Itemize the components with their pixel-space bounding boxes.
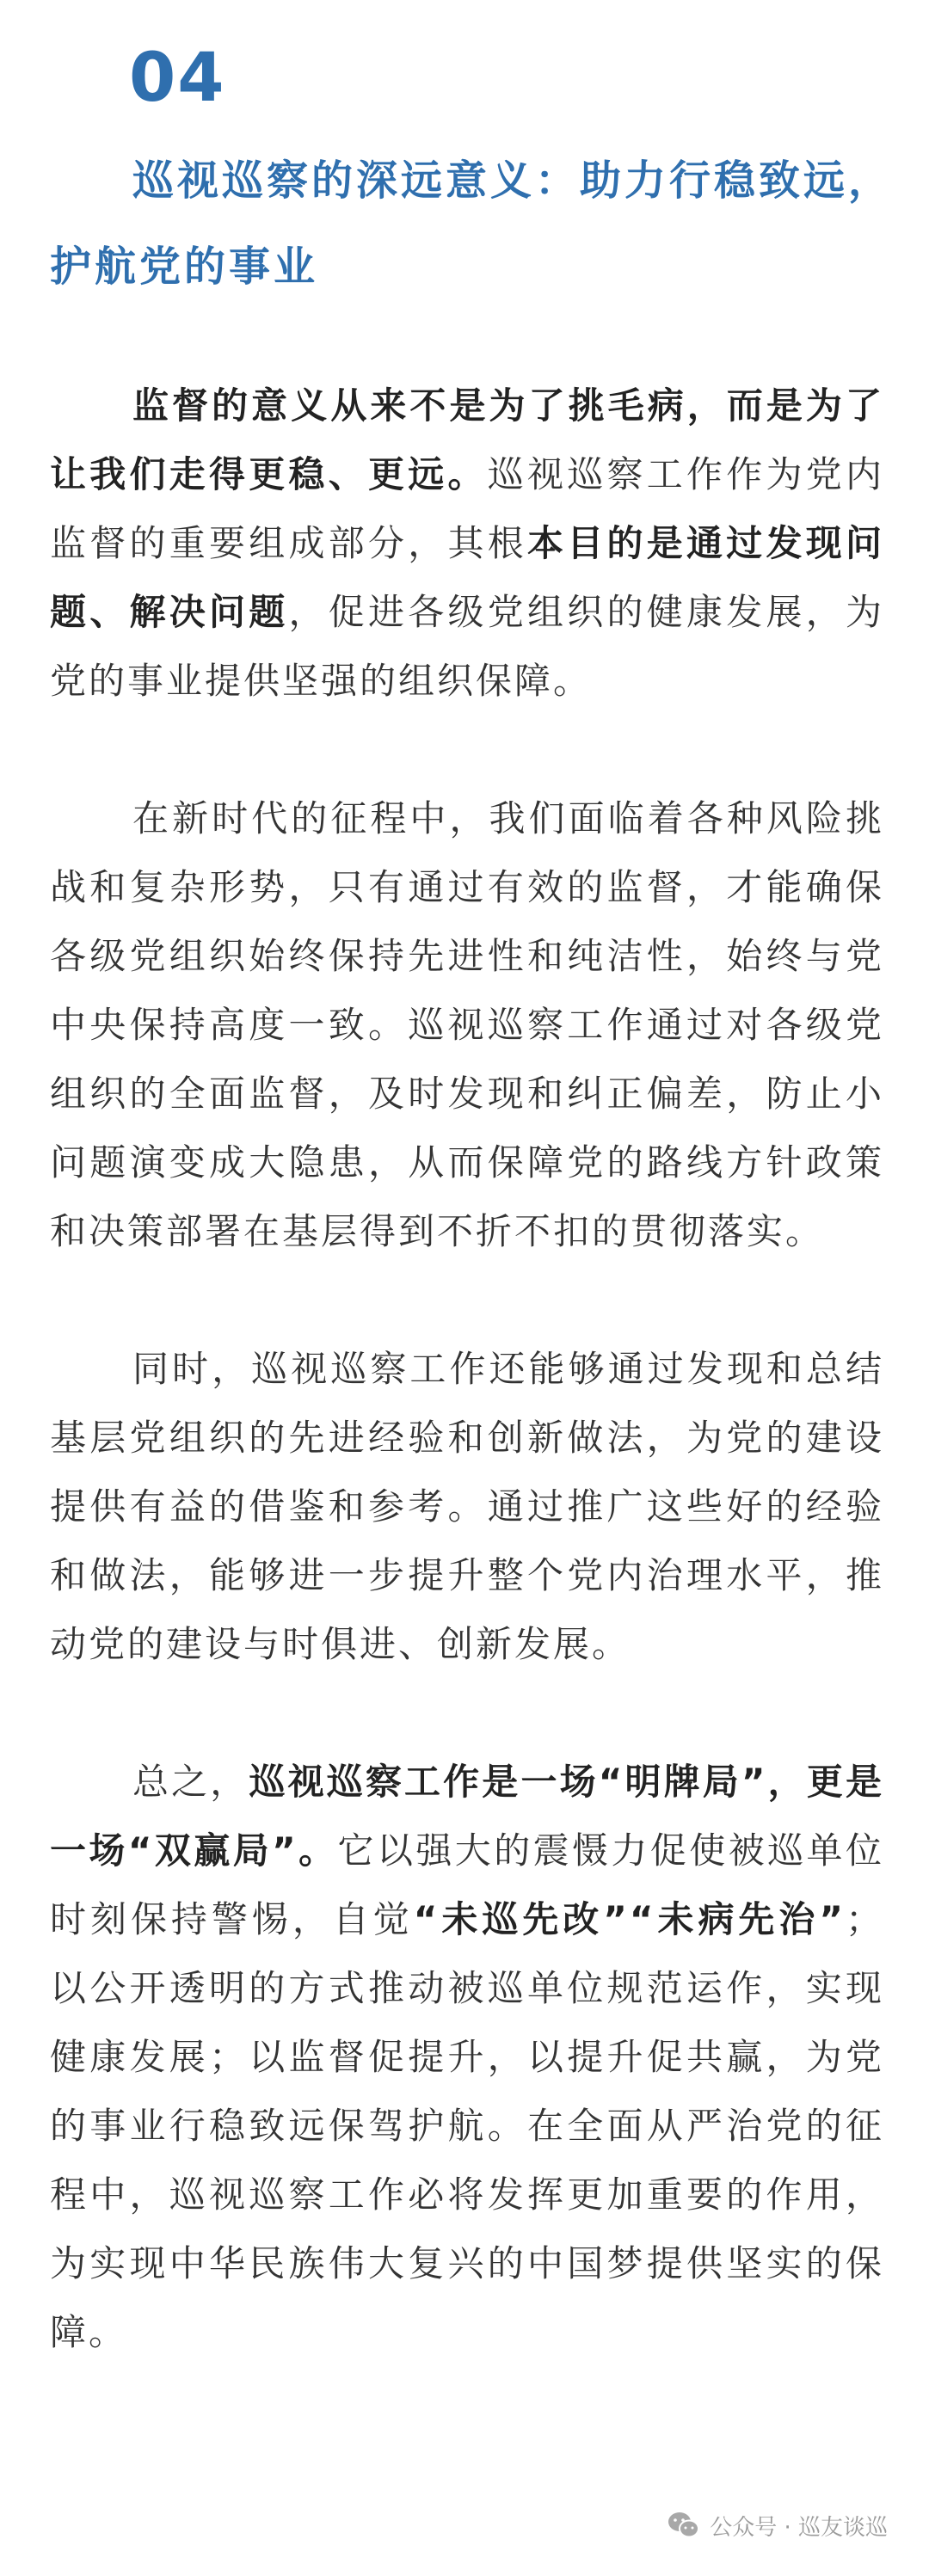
body-text: 它以强大的震慑力促使被巡单位时刻保持警惕，自觉 xyxy=(50,1829,884,1940)
wechat-icon xyxy=(667,2511,701,2540)
paragraph-4 xyxy=(50,1748,884,2367)
bold-text: 监督的意义从来不是为了挑毛病，而是为了让我们走得更稳、更远。 xyxy=(50,384,884,495)
body-text: 总之， xyxy=(132,1761,249,1803)
body-text: 巡视巡察工作作为党内监督的重要组成部分，其根 xyxy=(50,453,884,564)
watermark xyxy=(661,2505,893,2546)
bold-text: “未巡先改”“未病先治” xyxy=(413,1898,846,1940)
body-text: 同时，巡视巡察工作还能够通过发现和总结基层党组织的先进经验和创新做法，为党的建设提供有益的借鉴和参考。通过推广这些好的经验和做法，能够进一步提升整个党内治理水平，推动党的建设与时俱进、创新发展。 xyxy=(50,1348,884,1665)
paragraph-3 xyxy=(50,1335,884,1679)
bold-text: 巡视巡察工作是一场“明牌局”，更是一场“双赢局”。 xyxy=(50,1761,884,1872)
bold-text: 本目的是通过发现问题、解决问题 xyxy=(50,522,884,633)
article-body xyxy=(50,372,884,2436)
body-text: 在新时代的征程中，我们面临着各种风险挑战和复杂形势，只有通过有效的监督，才能确保各级党组织始终保持先进性和纯洁性，始终与党中央保持高度一致。巡视巡察工作通过对各级党组织的全面监督，及时发现和纠正偏差，防止小问题演变成大隐患，从而保障党的路线方针政策和决策部署在基层得到不折不扣的贯彻落实。 xyxy=(50,797,884,1252)
paragraph-2 xyxy=(50,784,884,1266)
body-text: ；以公开透明的方式推动被巡单位规范运作，实现健康发展；以监督促提升，以提升促共赢，为党的事业行稳致远保驾护航。在全面从严治党的征程中，巡视巡察工作必将发挥更加重要的作用，为实现中华民族伟大复兴的中国梦提供坚实的保障。 xyxy=(50,1898,884,2353)
section-number: 04 xyxy=(129,40,226,117)
watermark-text: 公众号 · 巡友谈巡 xyxy=(710,2514,888,2541)
body-text: ，促进各级党组织的健康发展，为党的事业提供坚强的组织保障。 xyxy=(50,591,884,702)
paragraph-1 xyxy=(50,372,884,716)
section-title: 巡视巡察的深远意义：助力行稳致远，护航党的事业 xyxy=(50,157,894,291)
